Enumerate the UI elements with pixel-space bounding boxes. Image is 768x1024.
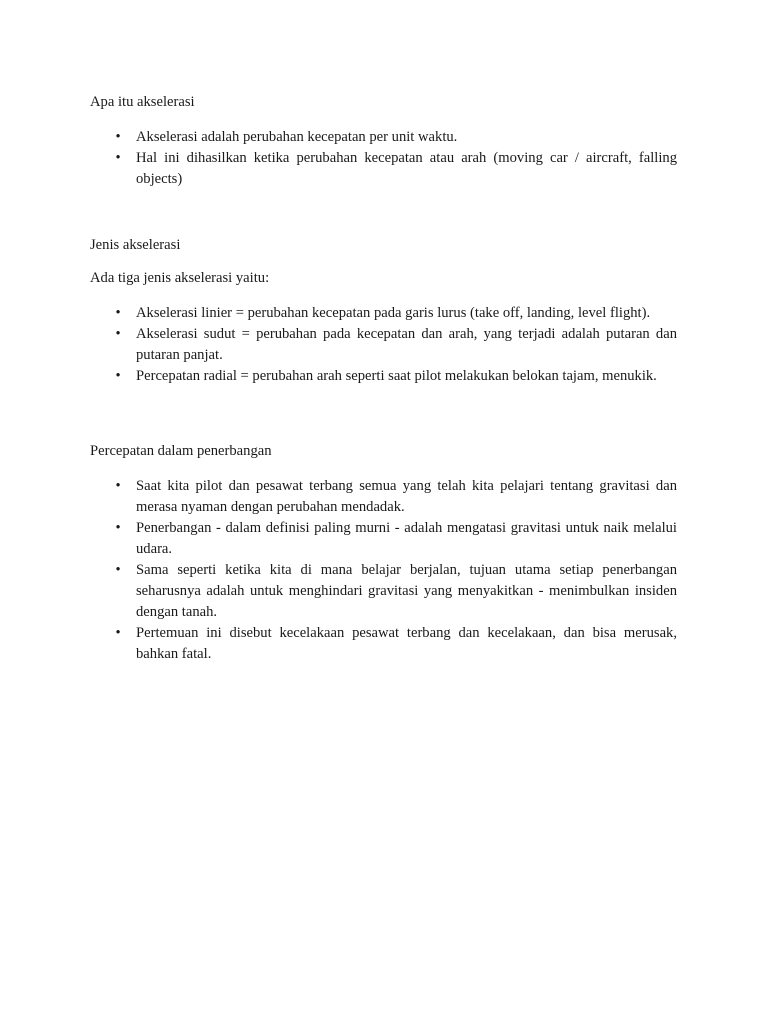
list-item-text: Sama seperti ketika kita di mana belajar berjalan, tujuan utama setiap penerbangan seharusnya adalah untuk menghindari gravitasi yang menyakitkan - menimbulkan insiden dengan tanah.: [136, 562, 677, 620]
list-item-text: Pertemuan ini disebut kecelakaan pesawat terbang dan kecelakaan, dan bisa merusak, bahkan fatal.: [136, 625, 677, 662]
bullet-icon: •: [115, 368, 121, 384]
list-item: [115, 518, 677, 560]
section-intro: Ada tiga jenis akselerasi yaitu:: [90, 270, 270, 286]
bullet-icon: •: [115, 150, 121, 166]
list-item-text: Hal ini dihasilkan ketika perubahan kecepatan atau arah (moving car / aircraft, falling objects): [136, 150, 677, 187]
list-item-text: Saat kita pilot dan pesawat terbang semua yang telah kita pelajari tentang gravitasi dan merasa nyaman dengan perubahan mendadak.: [136, 478, 677, 515]
list-item: [115, 560, 677, 623]
bullet-icon: •: [115, 305, 121, 321]
list-item-text: Akselerasi adalah perubahan kecepatan per unit waktu.: [136, 129, 458, 145]
list-item: [115, 324, 677, 366]
list-item: [115, 127, 677, 148]
section-heading-percepatan-dalam-penerbangan: Percepatan dalam penerbangan: [90, 443, 272, 459]
bullet-icon: •: [115, 520, 121, 536]
list-item-text: Percepatan radial = perubahan arah seperti saat pilot melakukan belokan tajam, menukik.: [136, 368, 657, 384]
list-item: [115, 476, 677, 518]
bullet-list-definition: [0, 127, 768, 190]
list-item: [115, 366, 677, 387]
list-item-text: Penerbangan - dalam definisi paling murni - adalah mengatasi gravitasi untuk naik melalui udara.: [136, 520, 677, 557]
section-heading-jenis-akselerasi: Jenis akselerasi: [90, 237, 181, 253]
bullet-icon: •: [115, 625, 121, 641]
list-item-text: Akselerasi sudut = perubahan pada kecepatan dan arah, yang terjadi adalah putaran dan putaran panjat.: [136, 326, 677, 363]
list-item: [115, 303, 677, 324]
bullet-icon: •: [115, 478, 121, 494]
bullet-list-aviation: [0, 476, 768, 665]
bullet-icon: •: [115, 562, 121, 578]
list-item: [115, 623, 677, 665]
bullet-icon: •: [115, 326, 121, 342]
section-heading-apa-itu-akselerasi: Apa itu akselerasi: [90, 94, 195, 110]
list-item-text: Akselerasi linier = perubahan kecepatan pada garis lurus (take off, landing, level flight).: [136, 305, 651, 321]
bullet-icon: •: [115, 129, 121, 145]
list-item: [115, 148, 677, 190]
bullet-list-types: [0, 303, 768, 387]
